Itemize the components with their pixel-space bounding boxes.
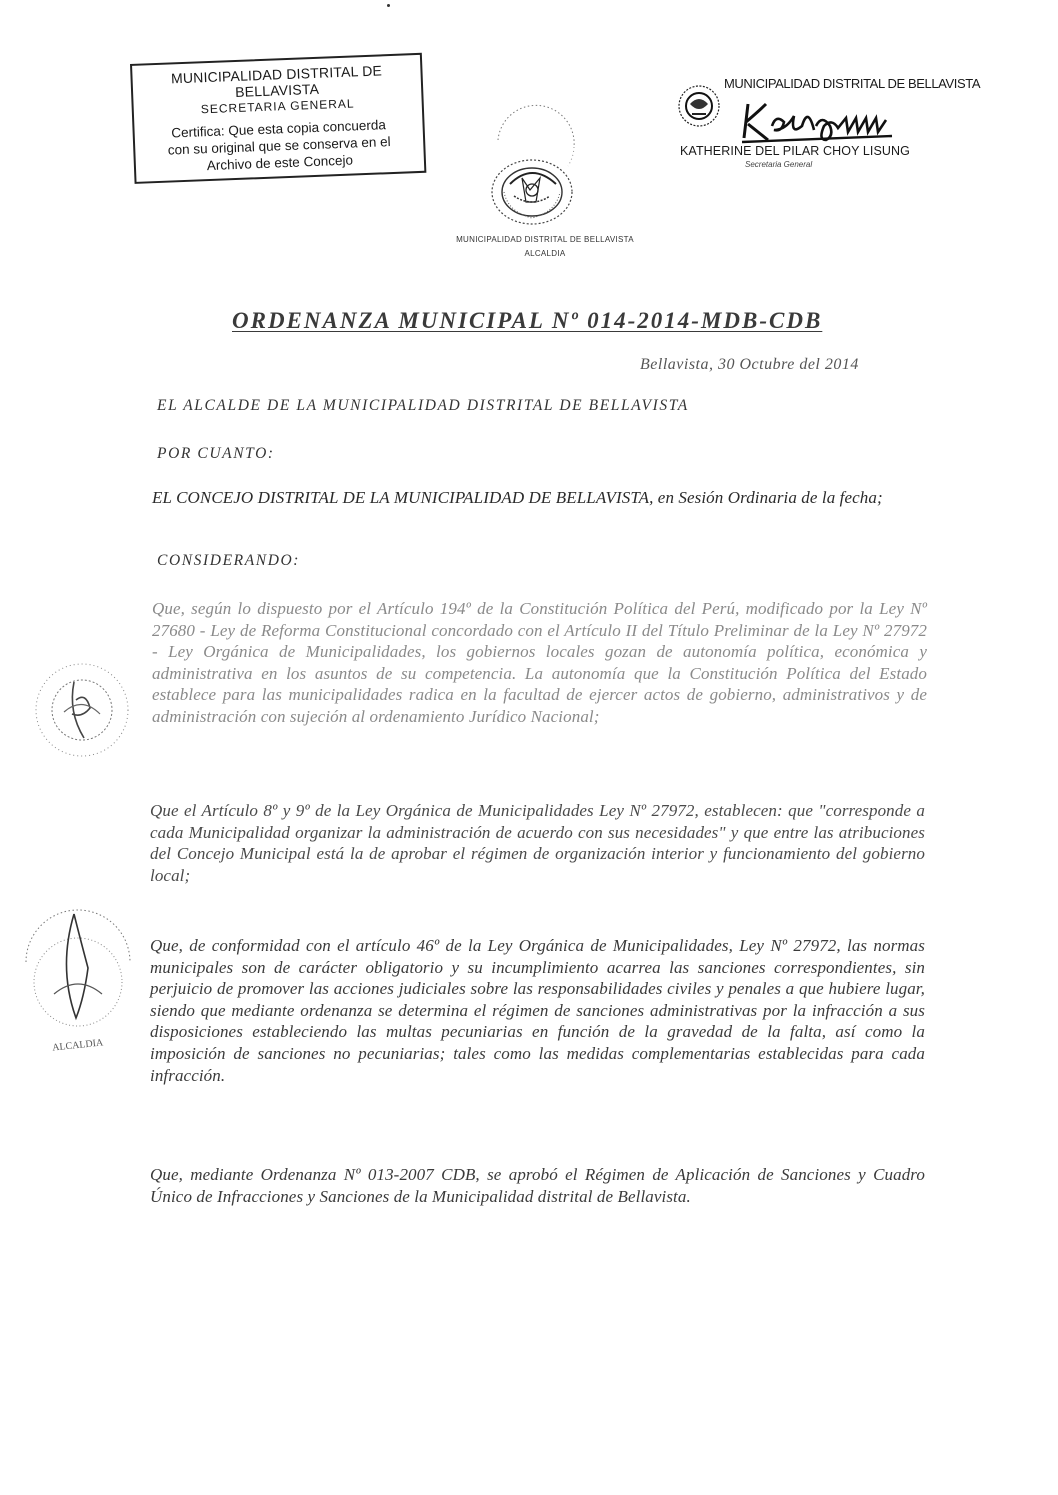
document-title: ORDENANZA MUNICIPAL Nº 014-2014-MDB-CDB [232,308,823,333]
handwritten-signature [742,96,922,146]
heading-alcalde: EL ALCALDE DE LA MUNICIPALIDAD DISTRITAL DE BELLAVISTA [157,397,689,414]
stamp-institution: MUNICIPALIDAD DISTRITAL DE BELLAVISTA [170,62,383,100]
signature-institution: MUNICIPALIDAD DISTRITAL DE BELLAVISTA [724,76,981,91]
considerando-paragraph-4: Que, mediante Ordenanza Nº 013-2007 CDB, se aprobó el Régimen de Aplicación de Sanciones y Cuadro Único de Infracciones y Sanciones de la Municipalidad distrital de Bellavista. [150,1165,925,1206]
document-date: Bellavista, 30 Octubre del 2014 [640,356,859,373]
signer-role: Secretaria General [745,160,813,169]
considerando-paragraph-3: Que, de conformidad con el artículo 46º de la Ley Orgánica de Municipalidades, Ley Nº 27972, las normas municipales son de carácter obligatorio y su incumplimiento acarrea las sanciones correspondientes, sin perjuicio de promover las acciones judiciales sobre las responsabilidades civiles y penales a que hubiere lugar, siendo que mediante ordenanza se determina el régimen de sanciones administrativas por la infracción a sus disposiciones estableciendo las multas pecuniarias en función de la gravedad de la falta, así como la imposición de sanciones no pecuniarias; tales como las medidas complementarias establecidas para cada infracción. [150,936,925,1085]
concejo-paragraph: EL CONCEJO DISTRITAL DE LA MUNICIPALIDAD DE BELLAVISTA, en Sesión Ordinaria de la fecha; [152,488,883,507]
heading-por-cuanto: POR CUANTO: [157,445,275,462]
municipal-seal-icon [478,92,588,232]
margin-seal-label: ALCALDIA [51,1037,104,1054]
certification-stamp [130,53,426,184]
signer-name: KATHERINE DEL PILAR CHOY LISUNG [680,144,911,158]
stamp-certification-text: Certifica: Que esta copia concuerda con su original que se conserva en el Archivo de este Concejo [167,117,391,174]
margin-seal-icon [24,652,134,767]
considerando-paragraph-2: Que el Artículo 8º y 9º de la Ley Orgánica de Municipalidades Ley Nº 27972, establecen: que "corresponde a cada Municipalidad organizar la administración de acuerdo con sus necesidades" y que entre las atribuciones del Concejo Municipal está la de aprobar el régimen de organización interior y funcionamiento del gobierno local; [150,801,925,885]
considerando-paragraph-1: Que, según lo dispuesto por el Artículo 194º de la Constitución Política del Perú, modificado por la Ley Nº 27680 - Ley de Reforma Constitucional concordado con el Artículo II del Título Preliminar de la Ley Nº 27972 - Ley Orgánica de Municipalidades, los gobiernos locales gozan de autonomía política, económica y administrativa en los asuntos de su competencia. La autonomía que la Constitución Política del Estado establece para las municipalidades radica en la facultad de ejercer actos de gobierno, administrativos y de administración con sujeción al ordenamiento Jurídico Nacional; [152,599,927,726]
alcaldia-margin-seal-icon [18,908,138,1058]
signature-seal-icon [674,80,724,138]
seal-caption: MUNICIPALIDAD DISTRITAL DE BELLAVISTA ALCALDIA [456,235,634,258]
heading-considerando: CONSIDERANDO: [157,552,301,569]
scan-speck [387,4,390,7]
stamp-department: SECRETARIA GENERAL [200,96,355,117]
